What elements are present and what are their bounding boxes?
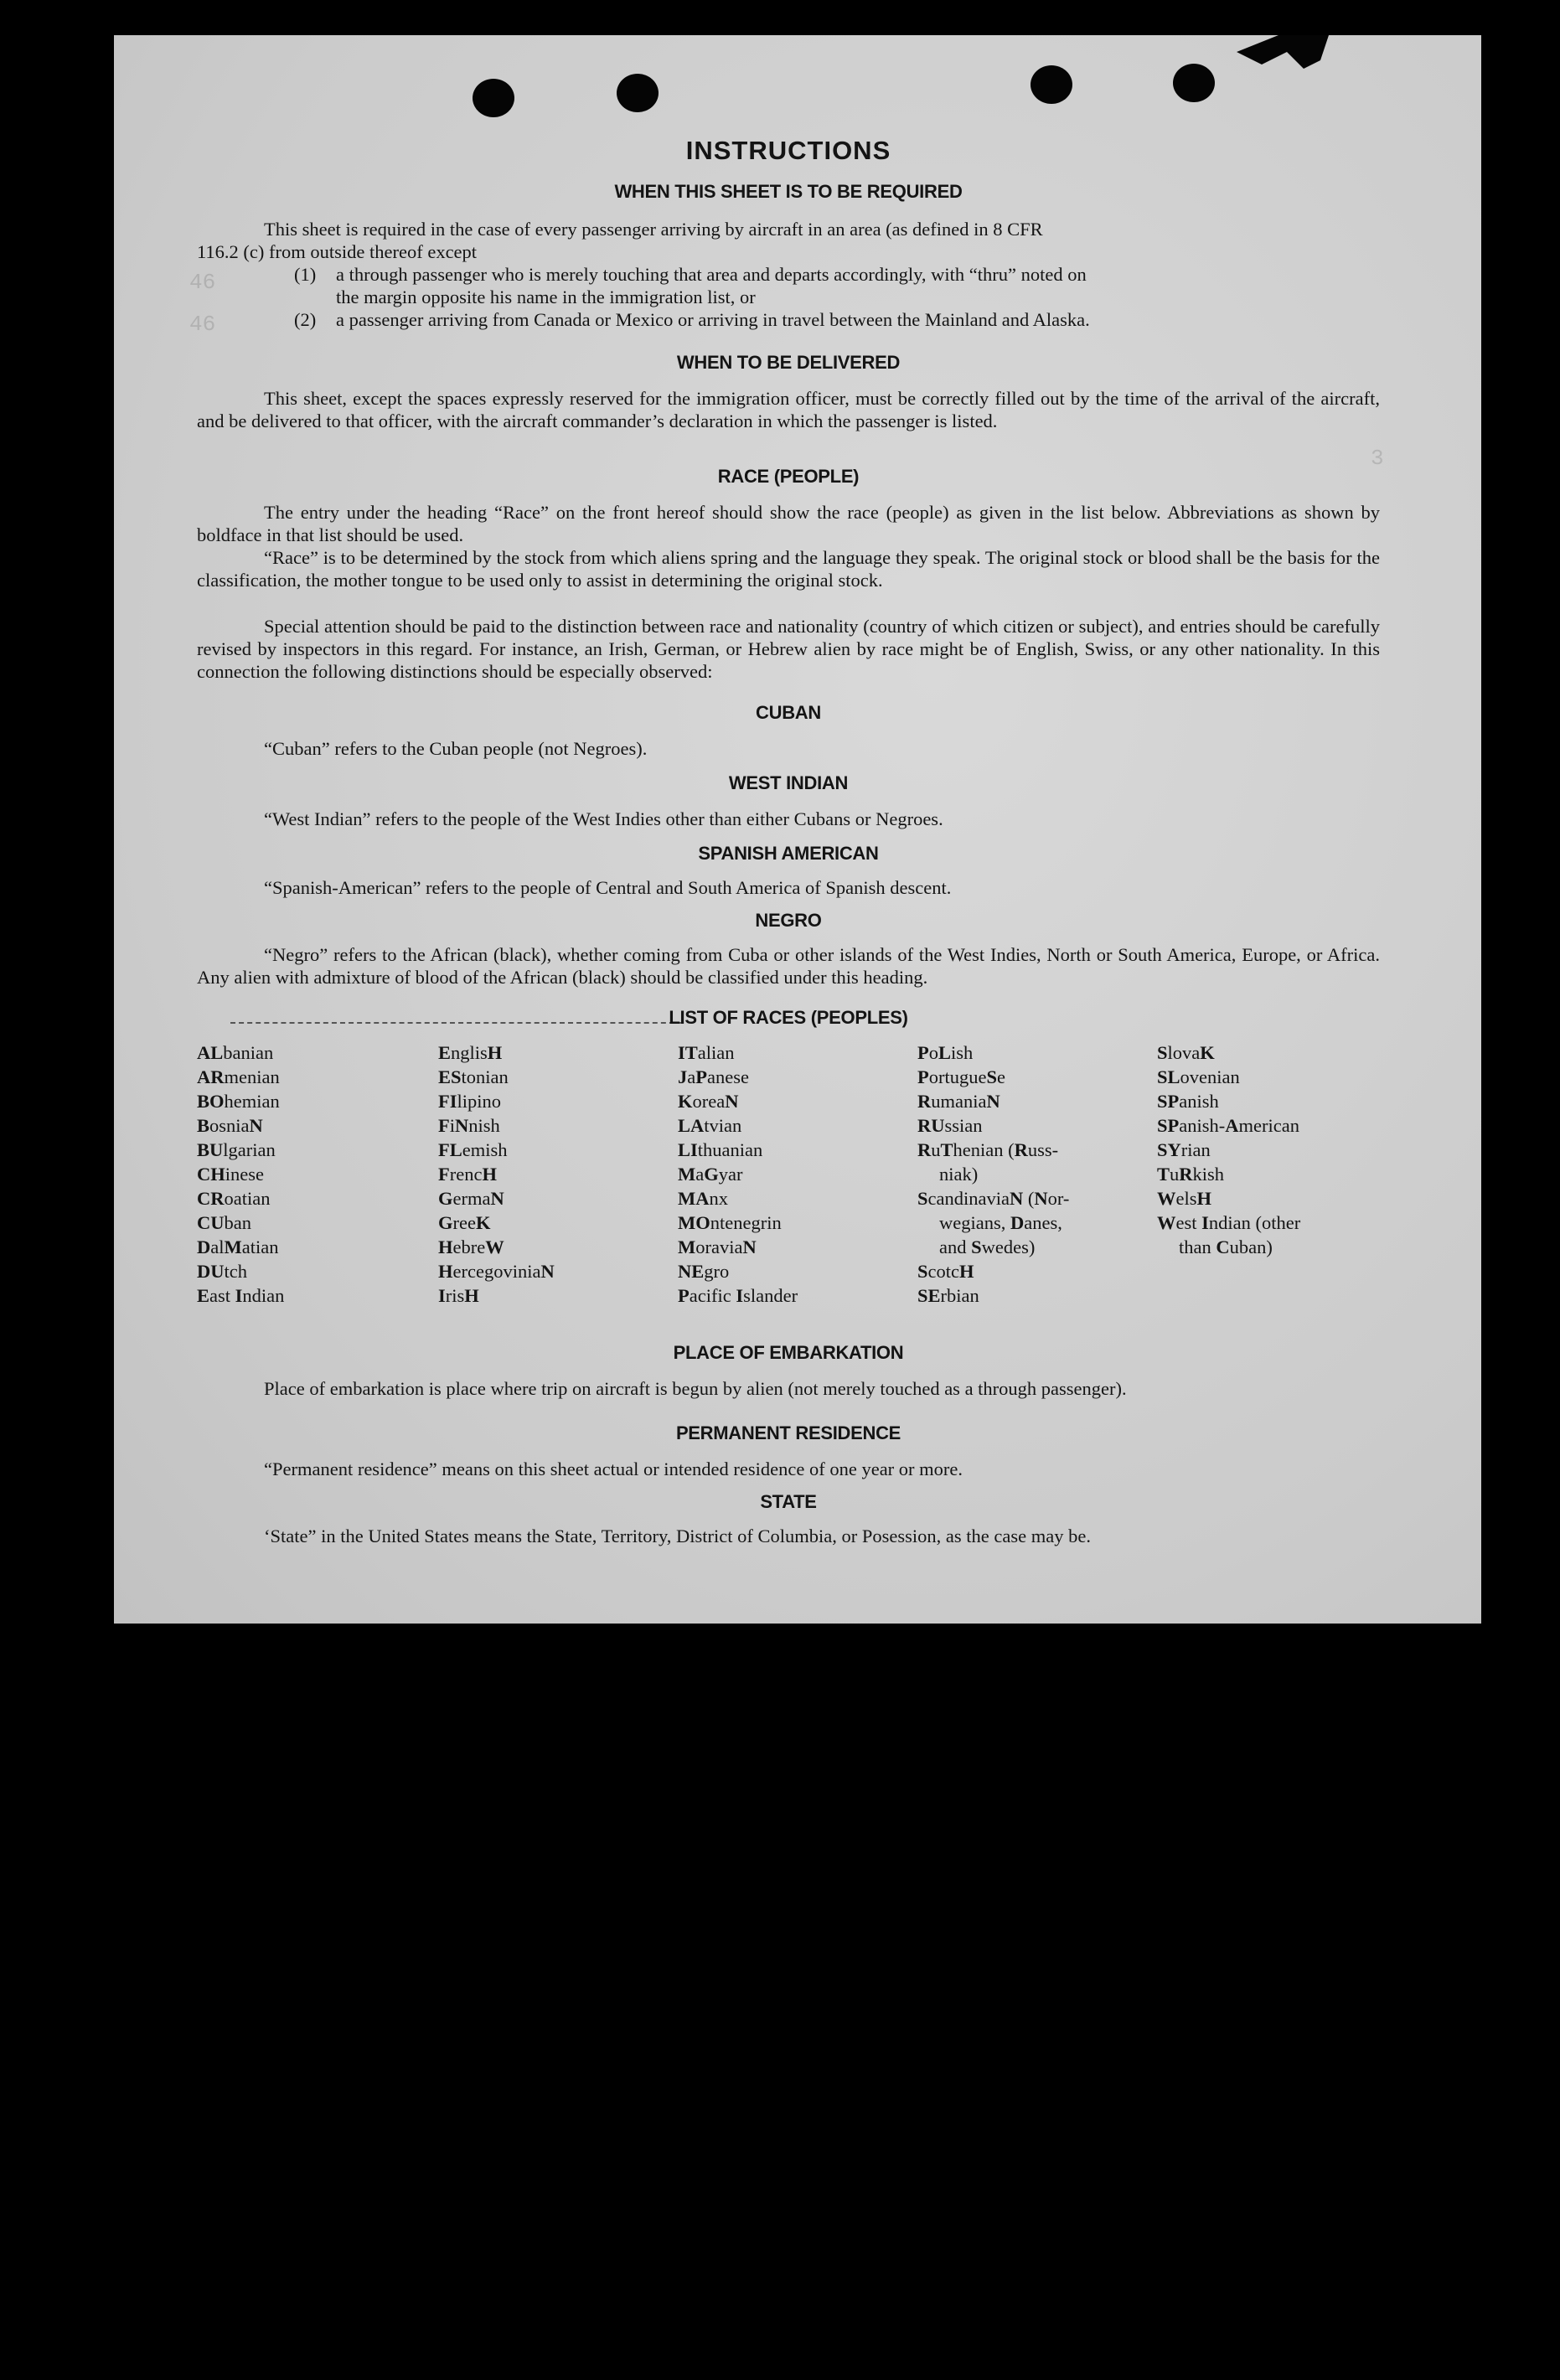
race-entry: SPanish-American	[1157, 1115, 1299, 1136]
race-entry: EnglisH	[438, 1042, 503, 1063]
race-entry: GreeK	[438, 1212, 491, 1233]
heading-negro: NEGRO	[755, 910, 822, 931]
cuban-text: “Cuban” refers to the Cuban people (not Negroes).	[264, 738, 648, 759]
heading-place-of-embarkation: PLACE OF EMBARKATION	[673, 1342, 904, 1363]
negro-text: “Negro” refers to the African (black), whether coming from Cuba or other islands of the West Indies, North or South America, Europe, or Africa. Any alien with admixture of blood of the African (black) should be classified under this heading.	[197, 944, 1380, 988]
race-entry-continuation: niak)	[939, 1164, 979, 1185]
race-entry: NEgro	[678, 1261, 730, 1282]
race-paragraph-3: Special attention should be paid to the distinction between race and nationality (country of which citizen or subject), and entries should be carefully revised by inspectors in this regard. For instance, an Irish, German, or Hebrew alien by race might be of English, Swiss, or any other nationality. In this connection the following distinctions should be especially observed:	[197, 616, 1380, 682]
bleed-through-mark: 46	[189, 270, 216, 295]
heading-state: STATE	[760, 1491, 817, 1512]
race-entry-continuation: wegians, Danes,	[939, 1212, 1062, 1233]
heading-when-required: WHEN THIS SHEET IS TO BE REQUIRED	[614, 181, 963, 202]
race-entry: FiNnish	[438, 1115, 500, 1136]
bleed-through-mark: 46	[189, 312, 216, 337]
heading-list-of-races: LIST OF RACES (PEOPLES)	[669, 1007, 908, 1028]
race-entry: FrencH	[438, 1164, 497, 1185]
race-entry: Pacific Islander	[678, 1285, 798, 1306]
race-entry: West Indian (other	[1157, 1212, 1301, 1233]
race-entry: LIthuanian	[678, 1139, 763, 1160]
race-entry: EStonian	[438, 1066, 509, 1087]
race-entry-continuation: than Cuban)	[1179, 1236, 1273, 1257]
embarkation-text: Place of embarkation is place where trip on aircraft is begun by alien (not merely touched as a through passenger).	[264, 1378, 1127, 1399]
exception-item-1: (1) a through passenger who is merely touching that area and departs accordingly, with “thru” noted on the margin opposite his name in the immigration list, or	[294, 264, 1087, 307]
punch-hole	[473, 79, 514, 117]
races-column-1	[197, 1040, 284, 1308]
race-entry: FLemish	[438, 1139, 508, 1160]
heading-cuban: CUBAN	[756, 702, 821, 723]
race-entry: East Indian	[197, 1285, 285, 1306]
race-entry: TuRkish	[1157, 1164, 1225, 1185]
race-entry: WelsH	[1157, 1188, 1212, 1209]
race-entry: PoLish	[917, 1042, 974, 1063]
west-indian-text: “West Indian” refers to the people of the West Indies other than either Cubans or Negroes.	[264, 808, 943, 829]
document-page	[114, 35, 1481, 1624]
race-entry: BOhemian	[197, 1091, 280, 1112]
race-entry: SPanish	[1157, 1091, 1219, 1112]
race-entry: MAnx	[678, 1188, 728, 1209]
race-entry: CHinese	[197, 1164, 264, 1185]
race-entry: BUlgarian	[197, 1139, 276, 1160]
race-entry: IrisH	[438, 1285, 479, 1306]
race-paragraph-2: “Race” is to be determined by the stock from which aliens spring and the language they speak. The original stock or blood shall be the basis for the classification, the mother tongue to be used only to assist in determining the original stock.	[197, 547, 1380, 591]
race-entry: DUtch	[197, 1261, 247, 1282]
when-delivered-text: This sheet, except the spaces expressly reserved for the immigration officer, must be correctly filled out by the time of the arrival of the aircraft, and be delivered to that officer, with the aircraft commander’s declaration in which the passenger is listed.	[197, 388, 1380, 431]
heading-race: RACE (PEOPLE)	[717, 466, 860, 487]
race-entry: ARmenian	[197, 1066, 280, 1087]
race-entry: BosniaN	[197, 1115, 263, 1136]
heading-when-delivered: WHEN TO BE DELIVERED	[676, 352, 901, 373]
race-entry: MoraviaN	[678, 1236, 757, 1257]
race-entry: SLovenian	[1157, 1066, 1240, 1087]
race-entry: RumaniaN	[917, 1091, 1000, 1112]
race-entry: ScotcH	[917, 1261, 974, 1282]
races-table	[197, 1040, 1380, 1350]
race-entry: CUban	[197, 1212, 251, 1233]
page-title: INSTRUCTIONS	[685, 136, 891, 165]
race-entry: ScandinaviaN (Nor-	[917, 1188, 1070, 1209]
race-paragraph-1: The entry under the heading “Race” on the front hereof should show the race (people) as given in the list below. Abbreviations as shown by boldface in that list should be used.	[197, 502, 1380, 545]
spanish-american-text: “Spanish-American” refers to the people of Central and South America of Spanish descent.	[264, 877, 952, 898]
race-entry: FIlipino	[438, 1091, 502, 1112]
punch-hole	[617, 74, 659, 112]
race-entry: SYrian	[1157, 1139, 1211, 1160]
state-text: ‘State” in the United States means the State, Territory, District of Columbia, or Posession, as the case may be.	[264, 1526, 1091, 1546]
heading-permanent-residence: PERMANENT RESIDENCE	[675, 1422, 901, 1443]
race-entry: MOntenegrin	[678, 1212, 782, 1233]
race-entry: JaPanese	[678, 1066, 749, 1087]
race-entry: RuThenian (Russ-	[917, 1139, 1059, 1160]
races-column-5	[1157, 1040, 1300, 1259]
races-column-3	[678, 1040, 798, 1308]
race-entry: HebreW	[438, 1236, 504, 1257]
race-entry: SlovaK	[1157, 1042, 1215, 1063]
torn-corner	[1228, 35, 1346, 85]
races-column-2	[438, 1040, 555, 1308]
exception-item-2: (2) a passenger arriving from Canada or Mexico or arriving in travel between the Mainland and Alaska.	[294, 309, 1090, 330]
race-entry: PortugueSe	[917, 1066, 1005, 1087]
punch-hole	[1173, 64, 1215, 102]
race-entry: HercegoviniaN	[438, 1261, 555, 1282]
race-entry: ALbanian	[197, 1042, 274, 1063]
race-entry: MaGyar	[678, 1164, 743, 1185]
race-entry: SErbian	[917, 1285, 979, 1306]
race-entry: GermaN	[438, 1188, 504, 1209]
heading-spanish-american: SPANISH AMERICAN	[698, 843, 879, 864]
race-entry: KoreaN	[678, 1091, 739, 1112]
when-required-intro: This sheet is required in the case of every passenger arriving by aircraft in an area (as defined in 8 CFR 116.2 (c) from outside thereof except	[197, 219, 1043, 262]
punch-hole	[1031, 65, 1072, 104]
race-entry: ITalian	[678, 1042, 735, 1063]
race-entry: LAtvian	[678, 1115, 742, 1136]
races-column-4	[917, 1040, 1069, 1308]
race-entry: DalMatian	[197, 1236, 279, 1257]
bleed-through-mark: 3	[1371, 446, 1384, 471]
race-entry: CRoatian	[197, 1188, 271, 1209]
residence-text: “Permanent residence” means on this sheet actual or intended residence of one year or more.	[264, 1458, 963, 1479]
race-entry: RUssian	[917, 1115, 983, 1136]
race-entry-continuation: and Swedes)	[939, 1236, 1036, 1257]
heading-west-indian: WEST INDIAN	[728, 772, 849, 793]
